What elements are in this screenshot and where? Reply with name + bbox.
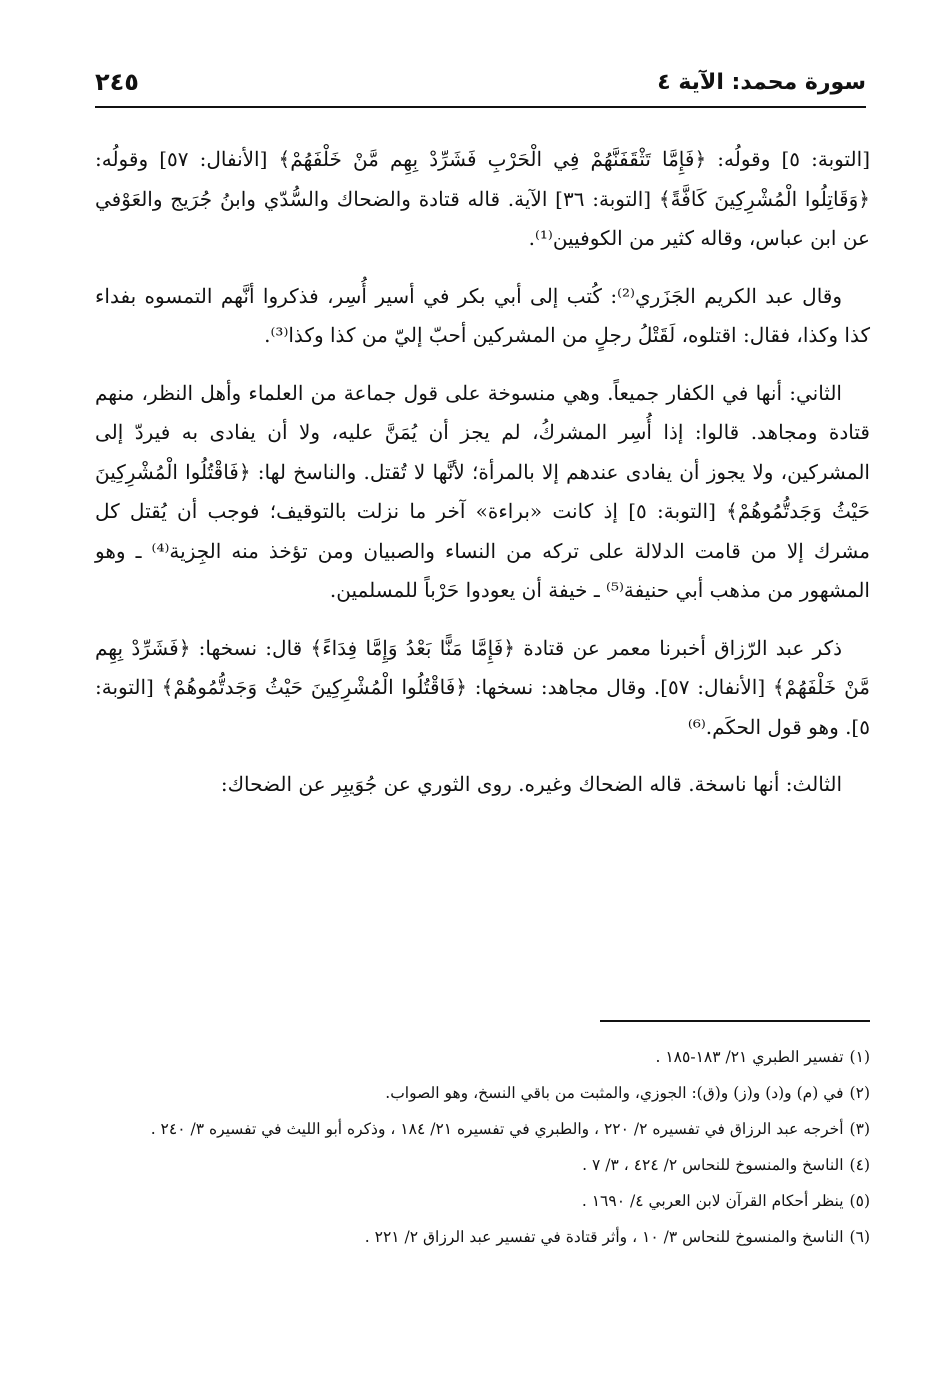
running-title: سورة محمد: الآية ٤: [657, 70, 866, 95]
footnote: [95, 1114, 870, 1144]
footnote-text: الناسخ والمنسوخ للنحاس ٣/ ١٠ ، وأثر قتادة في تفسير عبد الرزاق ٢/ ٢٢١ .: [364, 1228, 844, 1246]
footnote-text: في (م) و(د) و(ز) و(ق): الجوزي، والمثبت من باقي النسخ، وهو الصواب.: [385, 1084, 844, 1102]
footnote-rule: [600, 1020, 870, 1022]
footnote-number: (٢): [849, 1084, 870, 1102]
footnote: [95, 1186, 870, 1216]
footnote-text: ينظر أحكام القرآن لابن العربي ٤/ ١٦٩٠ .: [581, 1192, 844, 1210]
footnote: [95, 1042, 870, 1072]
paragraph: ذكر عبد الرّزاق أخبرنا معمر عن قتادة ﴿فَإِمَّا مَنًّا بَعْدُ وَإِمَّا فِدَاءً﴾ قال: نسخها: ﴿فَشَرِّدْ بِهِم مَّنْ خَلْفَهُمْ﴾ [الأنفال: ٥٧]. وقال مجاهد: نسخها: ﴿فَاقْتُلُوا الْمُشْرِكِينَ حَيْثُ وَجَدتُّمُوهُمْ﴾ [التوبة: ٥]. وهو قول الحكَم.⁽⁶⁾: [95, 635, 870, 739]
paragraph: وقال عبد الكريم الجَزَري⁽²⁾: كُتب إلى أبي بكر في أسير أُسِر، فذكروا أنَّهم التمسوه بفداء كذا وكذا، فقال: اقتلوه، لَقَتْلُ رجلٍ من المشركين أحبّ إليّ من كذا وكذا⁽³⁾.: [95, 283, 870, 347]
footnote-text: أخرجه عبد الرزاق في تفسيره ٢/ ٢٢٠ ، والطبري في تفسيره ٢١/ ١٨٤ ، وذكره أبو الليث في تفسيره ٣/ ٢٤٠ .: [150, 1120, 844, 1138]
header-rule: [95, 106, 866, 108]
footnote-number: (٦): [849, 1228, 870, 1246]
main-text: [95, 140, 870, 823]
paragraph: الثاني: أنها في الكفار جميعاً. وهي منسوخة على قول جماعة من العلماء وأهل النظر، منهم قتادة ومجاهد. قالوا: إذا أُسِر المشركُ، لم يجز أن يُمَنَّ عليه، ولا أن يفادى به فيردّ إلى المشركين، ولا يجوز أن يفادى عندهم إلا بالمرأة؛ لأنَّها لا تُقتل. والناسخ لها: ﴿فَاقْتُلُوا الْمُشْرِكِينَ حَيْثُ وَجَدتُّمُوهُمْ﴾ [التوبة: ٥] إذ كانت «براءة» آخر ما نزلت بالتوقيف؛ فوجب أن يُقتل كل مشرك إلا من قامت الدلالة على تركه من النساء والصبيان ومن تؤخذ منه الجِزية⁽⁴⁾ ـ وهو المشهور من مذهب أبي حنيفة⁽⁵⁾ ـ خيفة أن يعودوا حَرْباً للمسلمين.: [95, 380, 871, 602]
paragraph: [التوبة: ٥] وقولُه: ﴿فَإِمَّا تَثْقَفَنَّهُمْ فِي الْحَرْبِ فَشَرِّدْ بِهِم مَّنْ خَلْفَهُمْ﴾ [الأنفال: ٥٧] وقولُه: ﴿وَقَاتِلُوا الْمُشْرِكِينَ كَافَّةً﴾ [التوبة: ٣٦] الآية. قاله قتادة والضحاك والسُّدّي وابنُ جُرَيج والعَوْفي عن ابن عباس، وقاله كثير من الكوفيين⁽¹⁾.: [95, 147, 870, 250]
footnote-number: (١): [849, 1048, 870, 1066]
footnote: [95, 1150, 870, 1180]
footnote: [95, 1078, 870, 1108]
footnote-number: (٤): [849, 1156, 870, 1174]
page-header: [95, 64, 866, 104]
footnote: [95, 1222, 870, 1252]
paragraph: الثالث: أنها ناسخة. قاله الضحاك وغيره. روى الثوري عن جُوَيبِر عن الضحاك:: [220, 772, 842, 796]
page-number: ٢٤٥: [95, 68, 139, 96]
footnote-number: (٣): [849, 1120, 870, 1138]
footnote-text: تفسير الطبري ٢١/ ١٨٣-١٨٥ .: [655, 1048, 844, 1066]
footnote-number: (٥): [849, 1192, 870, 1210]
footnote-text: الناسخ والمنسوخ للنحاس ٢/ ٤٢٤ ، ٣/ ٧ .: [582, 1156, 844, 1174]
footnotes: [95, 1042, 870, 1258]
